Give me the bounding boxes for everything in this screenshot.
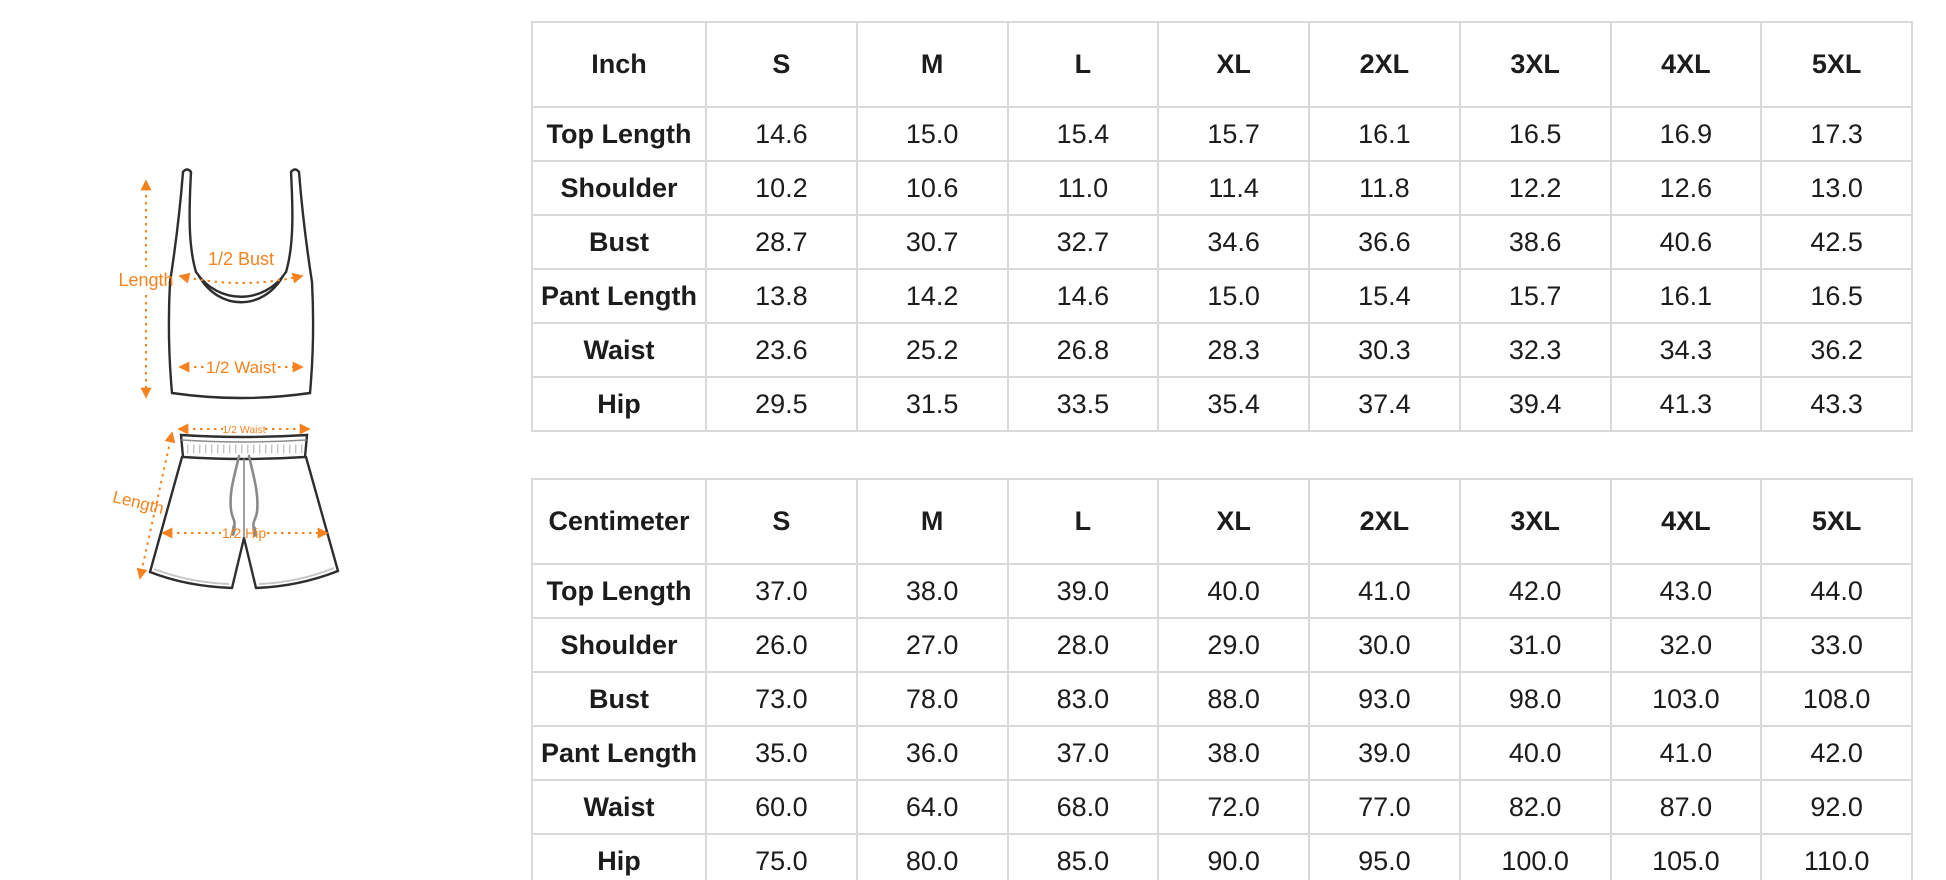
tank-half-bust-label: 1/2 Bust <box>207 249 275 269</box>
table-row <box>532 215 1912 269</box>
value-cell: 36.6 <box>1309 215 1460 269</box>
value-cell: 42.5 <box>1761 215 1912 269</box>
value-cell: 43.3 <box>1761 377 1912 431</box>
value-cell: 34.3 <box>1611 323 1762 377</box>
value-cell: 75.0 <box>706 834 857 880</box>
value-cell: 100.0 <box>1460 834 1611 880</box>
shorts-outline <box>150 435 338 588</box>
value-cell: 16.1 <box>1611 269 1762 323</box>
measure-label-cell: Top Length <box>532 107 706 161</box>
value-cell: 80.0 <box>857 834 1008 880</box>
value-cell: 26.8 <box>1008 323 1159 377</box>
size-header-cell: 5XL <box>1761 479 1912 564</box>
value-cell: 40.0 <box>1460 726 1611 780</box>
value-cell: 38.0 <box>1158 726 1309 780</box>
value-cell: 13.8 <box>706 269 857 323</box>
value-cell: 10.2 <box>706 161 857 215</box>
value-cell: 31.0 <box>1460 618 1611 672</box>
value-cell: 25.2 <box>857 323 1008 377</box>
measure-label-cell: Waist <box>532 323 706 377</box>
size-tables-panel <box>531 21 1911 880</box>
size-header-cell: 3XL <box>1460 479 1611 564</box>
value-cell: 43.0 <box>1611 564 1762 618</box>
value-cell: 39.0 <box>1008 564 1159 618</box>
header-row <box>532 479 1912 564</box>
value-cell: 39.0 <box>1309 726 1460 780</box>
size-header-cell: L <box>1008 479 1159 564</box>
value-cell: 29.5 <box>706 377 857 431</box>
size-header-cell: S <box>706 22 857 107</box>
value-cell: 37.0 <box>1008 726 1159 780</box>
value-cell: 40.6 <box>1611 215 1762 269</box>
value-cell: 72.0 <box>1158 780 1309 834</box>
value-cell: 16.5 <box>1761 269 1912 323</box>
value-cell: 15.0 <box>1158 269 1309 323</box>
value-cell: 12.6 <box>1611 161 1762 215</box>
value-cell: 82.0 <box>1460 780 1611 834</box>
size-header-cell: 4XL <box>1611 22 1762 107</box>
value-cell: 103.0 <box>1611 672 1762 726</box>
tank-top-diagram <box>100 165 330 410</box>
value-cell: 26.0 <box>706 618 857 672</box>
value-cell: 108.0 <box>1761 672 1912 726</box>
value-cell: 34.6 <box>1158 215 1309 269</box>
value-cell: 78.0 <box>857 672 1008 726</box>
value-cell: 41.0 <box>1309 564 1460 618</box>
value-cell: 87.0 <box>1611 780 1762 834</box>
measure-label-cell: Shoulder <box>532 618 706 672</box>
value-cell: 12.2 <box>1460 161 1611 215</box>
value-cell: 30.3 <box>1309 323 1460 377</box>
measure-label-cell: Bust <box>532 215 706 269</box>
value-cell: 32.3 <box>1460 323 1611 377</box>
size-header-cell: L <box>1008 22 1159 107</box>
value-cell: 90.0 <box>1158 834 1309 880</box>
value-cell: 14.6 <box>706 107 857 161</box>
value-cell: 15.4 <box>1008 107 1159 161</box>
value-cell: 32.7 <box>1008 215 1159 269</box>
table-row <box>532 323 1912 377</box>
value-cell: 16.9 <box>1611 107 1762 161</box>
measure-label-cell: Waist <box>532 780 706 834</box>
value-cell: 14.6 <box>1008 269 1159 323</box>
value-cell: 10.6 <box>857 161 1008 215</box>
value-cell: 17.3 <box>1761 107 1912 161</box>
size-header-cell: 5XL <box>1761 22 1912 107</box>
value-cell: 42.0 <box>1761 726 1912 780</box>
table-row <box>532 726 1912 780</box>
value-cell: 35.0 <box>706 726 857 780</box>
value-cell: 23.6 <box>706 323 857 377</box>
table-row <box>532 564 1912 618</box>
measure-label-cell: Top Length <box>532 564 706 618</box>
shorts-half-waist-label: 1/2 Waist <box>222 424 266 436</box>
value-cell: 42.0 <box>1460 564 1611 618</box>
value-cell: 38.6 <box>1460 215 1611 269</box>
table-row <box>532 269 1912 323</box>
size-header-cell: M <box>857 22 1008 107</box>
value-cell: 60.0 <box>706 780 857 834</box>
measure-label-cell: Shoulder <box>532 161 706 215</box>
shorts-half-hip-label: 1/2 Hip <box>221 525 267 541</box>
measure-label-cell: Pant Length <box>532 269 706 323</box>
value-cell: 28.3 <box>1158 323 1309 377</box>
value-cell: 64.0 <box>857 780 1008 834</box>
table-row <box>532 672 1912 726</box>
value-cell: 36.2 <box>1761 323 1912 377</box>
table-row <box>532 161 1912 215</box>
value-cell: 11.4 <box>1158 161 1309 215</box>
value-cell: 11.8 <box>1309 161 1460 215</box>
garment-diagram-panel <box>0 0 430 880</box>
value-cell: 32.0 <box>1611 618 1762 672</box>
value-cell: 15.0 <box>857 107 1008 161</box>
value-cell: 39.4 <box>1460 377 1611 431</box>
unit-header-cell: Inch <box>532 22 706 107</box>
table-row <box>532 834 1912 880</box>
value-cell: 15.7 <box>1158 107 1309 161</box>
size-header-cell: XL <box>1158 22 1309 107</box>
size-header-cell: XL <box>1158 479 1309 564</box>
value-cell: 28.0 <box>1008 618 1159 672</box>
value-cell: 33.5 <box>1008 377 1159 431</box>
table-row <box>532 107 1912 161</box>
value-cell: 40.0 <box>1158 564 1309 618</box>
value-cell: 105.0 <box>1611 834 1762 880</box>
value-cell: 41.0 <box>1611 726 1762 780</box>
value-cell: 93.0 <box>1309 672 1460 726</box>
value-cell: 73.0 <box>706 672 857 726</box>
measure-label-cell: Hip <box>532 377 706 431</box>
value-cell: 16.5 <box>1460 107 1611 161</box>
value-cell: 14.2 <box>857 269 1008 323</box>
shorts-length-label: Length <box>110 487 166 519</box>
inch-size-table <box>531 21 1913 432</box>
value-cell: 38.0 <box>857 564 1008 618</box>
table-row <box>532 618 1912 672</box>
measure-label-cell: Hip <box>532 834 706 880</box>
value-cell: 92.0 <box>1761 780 1912 834</box>
tank-length-label: Length <box>118 270 174 290</box>
unit-header-cell: Centimeter <box>532 479 706 564</box>
shorts-diagram <box>95 420 345 605</box>
value-cell: 35.4 <box>1158 377 1309 431</box>
value-cell: 16.1 <box>1309 107 1460 161</box>
size-header-cell: S <box>706 479 857 564</box>
value-cell: 37.4 <box>1309 377 1460 431</box>
size-header-cell: 3XL <box>1460 22 1611 107</box>
value-cell: 88.0 <box>1158 672 1309 726</box>
value-cell: 15.4 <box>1309 269 1460 323</box>
value-cell: 77.0 <box>1309 780 1460 834</box>
value-cell: 27.0 <box>857 618 1008 672</box>
centimeter-size-table <box>531 478 1913 880</box>
value-cell: 30.7 <box>857 215 1008 269</box>
value-cell: 33.0 <box>1761 618 1912 672</box>
table-row <box>532 780 1912 834</box>
value-cell: 36.0 <box>857 726 1008 780</box>
value-cell: 37.0 <box>706 564 857 618</box>
size-header-cell: M <box>857 479 1008 564</box>
value-cell: 83.0 <box>1008 672 1159 726</box>
table-row <box>532 377 1912 431</box>
value-cell: 68.0 <box>1008 780 1159 834</box>
value-cell: 110.0 <box>1761 834 1912 880</box>
value-cell: 28.7 <box>706 215 857 269</box>
value-cell: 98.0 <box>1460 672 1611 726</box>
size-header-cell: 2XL <box>1309 479 1460 564</box>
value-cell: 15.7 <box>1460 269 1611 323</box>
value-cell: 13.0 <box>1761 161 1912 215</box>
value-cell: 31.5 <box>857 377 1008 431</box>
measure-label-cell: Bust <box>532 672 706 726</box>
size-header-cell: 4XL <box>1611 479 1762 564</box>
measure-label-cell: Pant Length <box>532 726 706 780</box>
header-row <box>532 22 1912 107</box>
value-cell: 29.0 <box>1158 618 1309 672</box>
value-cell: 95.0 <box>1309 834 1460 880</box>
value-cell: 11.0 <box>1008 161 1159 215</box>
value-cell: 41.3 <box>1611 377 1762 431</box>
tank-half-waist-label: 1/2 Waist <box>205 358 277 377</box>
value-cell: 85.0 <box>1008 834 1159 880</box>
size-header-cell: 2XL <box>1309 22 1460 107</box>
value-cell: 44.0 <box>1761 564 1912 618</box>
value-cell: 30.0 <box>1309 618 1460 672</box>
